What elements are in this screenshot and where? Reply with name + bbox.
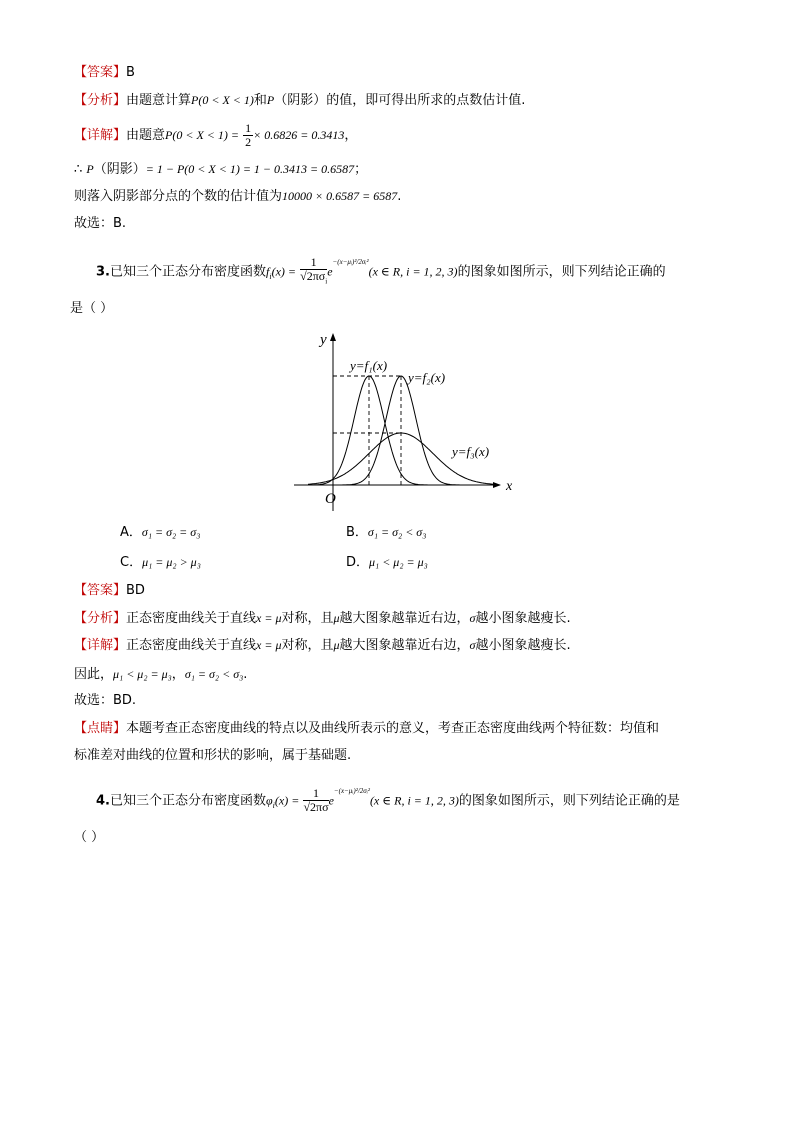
therefore-text: （阴影） <box>93 162 146 177</box>
detail-text: 对称，且 <box>281 638 334 653</box>
domain-expr: (x ∈ R, i = 1, 2, 3) <box>368 264 458 279</box>
question-number: 4. <box>96 793 110 809</box>
hence-expr: σ₁ = σ₂ < σ₃ <box>184 667 244 681</box>
q2-detail-line <box>74 121 357 150</box>
curve-f1 <box>308 376 453 485</box>
func-arg: (x) = <box>271 264 296 279</box>
option-a <box>120 523 200 542</box>
therefore-p: P <box>86 162 94 176</box>
detail-expr: x = μ <box>256 638 282 652</box>
answer-value: B <box>126 65 135 80</box>
detail-expr: P(0 < X < 1) = <box>165 128 239 142</box>
remark-tag: 【点睛】 <box>74 721 127 736</box>
analysis-text: 由题意计算 <box>126 93 192 108</box>
func-sub: i <box>272 800 275 810</box>
curve-f2 <box>333 376 483 485</box>
answer-tag: 【答案】 <box>74 583 127 598</box>
q2-answer-line <box>74 64 135 82</box>
estimate-expr: 10000 × 0.6587 = 6587 <box>282 189 398 203</box>
stem-text: 已知三个正态分布密度函数 <box>109 793 266 809</box>
exp-base: e <box>327 264 333 279</box>
option-expr: μ₁ = μ₂ > μ₃ <box>142 555 201 569</box>
option-expr: σ₁ = σ₂ < σ₃ <box>367 525 427 539</box>
curve-label-f3: y=f₃(x) <box>452 444 490 459</box>
option-c <box>120 553 201 572</box>
q3-stem-line2: 是（ ） <box>70 301 114 316</box>
q2-choose-line: 故选：B. <box>74 216 127 231</box>
analysis-text: 和 <box>253 93 267 108</box>
detail-text: 由题意 <box>126 128 166 143</box>
detail-text: 越大图象越靠近右边， <box>339 638 470 653</box>
q2-therefore-line <box>74 160 367 179</box>
therefore-symbol: ∴ <box>74 162 83 177</box>
q4-stem <box>96 784 680 819</box>
analysis-text: （阴影）的值，即可得出所求的点数估计值. <box>274 93 526 108</box>
curve-label-f2: y=f₂(x) <box>408 370 446 385</box>
detail-text: 正态密度曲线关于直线 <box>126 638 257 653</box>
exp-base: e <box>328 793 334 808</box>
fraction: $\frac{1}{√2\pi\sigma_i}$ <box>300 254 328 286</box>
option-expr: σ₁ = σ₂ = σ₃ <box>141 525 201 539</box>
detail-expr: μ <box>333 638 340 652</box>
detail-expr: σ <box>469 638 476 652</box>
q2-analysis-line <box>74 91 525 110</box>
option-expr: μ₁ < μ₂ = μ₃ <box>369 555 428 569</box>
analysis-text: 越小图象越瘦长. <box>475 611 571 626</box>
normal-curves-figure <box>288 326 518 516</box>
q3-remark-line <box>74 720 659 738</box>
answer-value: BD <box>126 583 145 598</box>
option-letter: D． <box>346 555 370 570</box>
func-lhs: f <box>266 264 270 279</box>
analysis-text: 对称，且 <box>281 611 334 626</box>
estimate-text: . <box>397 189 402 204</box>
detail-text: ， <box>344 128 358 143</box>
analysis-p: P <box>266 93 275 107</box>
analysis-text: 越大图象越靠近右边， <box>339 611 470 626</box>
analysis-tag: 【分析】 <box>74 93 127 108</box>
q3-stem <box>96 255 666 290</box>
exp-text: −(x−μᵢ)²/2σᵢ² <box>332 258 369 266</box>
detail-tag: 【详解】 <box>74 638 127 653</box>
therefore-expr: = 1 − P(0 < X < 1) = 1 − 0.3413 = 0.6587 <box>145 162 355 176</box>
analysis-text: 正态密度曲线关于直线 <box>126 611 257 626</box>
detail-text: 越小图象越瘦长. <box>475 638 571 653</box>
func-arg: (x) = <box>274 793 300 808</box>
therefore-end: ； <box>354 162 368 177</box>
stem-text: 已知三个正态分布密度函数 <box>109 264 266 280</box>
detail-expr: × 0.6826 = 0.3413 <box>253 128 345 142</box>
option-letter: B． <box>346 525 368 540</box>
curve-label-f1: y=f₁(x) <box>350 358 388 373</box>
x-axis-label: x <box>506 479 513 494</box>
question-number: 3. <box>96 264 110 280</box>
detail-tag: 【详解】 <box>74 128 127 143</box>
hence-expr: μ₁ < μ₂ = μ₃ <box>113 667 172 681</box>
q3-answer-line <box>74 582 145 600</box>
fraction: $\frac{1}{√2\pi\sigma}$ <box>303 786 329 815</box>
domain-expr: (x ∈ R, i = 1, 2, 3) <box>369 793 459 808</box>
q3-analysis-line <box>74 609 571 628</box>
q3-choose-line: 故选：BD. <box>74 693 137 708</box>
exp-text: −(x−μᵢ)²/2σᵢ² <box>333 787 370 795</box>
analysis-expr: σ <box>469 611 476 625</box>
hence-text: ， <box>171 667 185 682</box>
q4-stem-line2: （ ） <box>74 830 105 845</box>
analysis-expr: P(0 < X < 1) <box>191 93 254 107</box>
hence-text: 因此， <box>74 667 114 682</box>
option-letter: A． <box>120 525 142 540</box>
analysis-expr: x = μ <box>256 611 282 625</box>
q3-detail-line <box>74 636 571 655</box>
origin-label: O <box>325 491 336 507</box>
hence-text: . <box>243 667 248 682</box>
stem-text: 的图象如图所示，则下列结论正确的是 <box>458 793 680 809</box>
q3-hence-line <box>74 665 247 684</box>
option-b <box>346 523 426 542</box>
q3-remark-line2: 标准差对曲线的位置和形状的影响，属于基础题. <box>74 748 352 763</box>
option-d <box>346 553 428 572</box>
fraction: $\frac{1}{2}$ <box>245 121 252 149</box>
answer-tag: 【答案】 <box>74 65 127 80</box>
func-sub: i <box>269 271 272 281</box>
y-axis-label: y <box>320 332 327 348</box>
estimate-text: 则落入阴影部分点的个数的估计值为 <box>74 189 283 204</box>
option-letter: C． <box>120 555 143 570</box>
remark-text: 本题考查正态密度曲线的特点以及曲线所表示的意义，考查正态密度曲线两个特征数：均值和 <box>126 721 660 736</box>
func-lhs: φ <box>266 793 273 808</box>
analysis-tag: 【分析】 <box>74 611 127 626</box>
analysis-expr: μ <box>333 611 340 625</box>
q2-estimate-line <box>74 187 401 206</box>
stem-text: 的图象如图所示，则下列结论正确的 <box>457 264 666 280</box>
